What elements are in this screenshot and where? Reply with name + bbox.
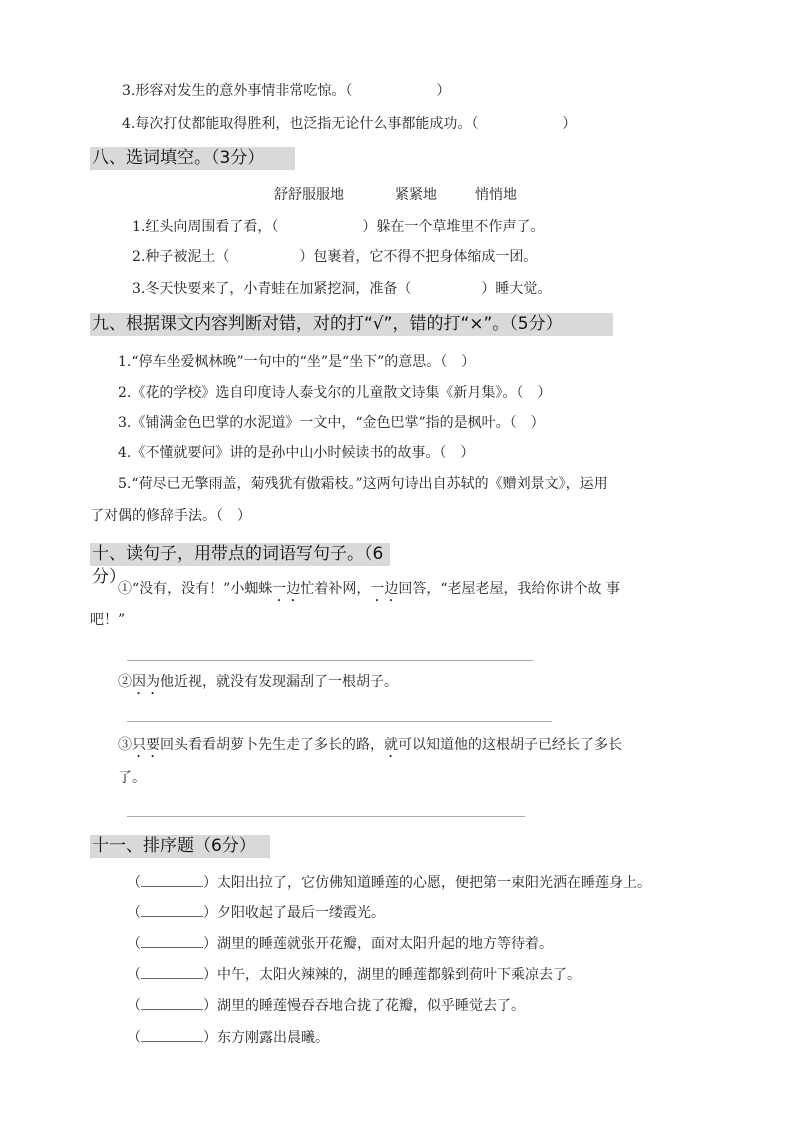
question-7-3: 3.形容对发生的意外事情非常吃惊。（ ）: [122, 83, 451, 99]
dotted-word: 就: [384, 737, 398, 753]
sentence-1-continued: 吧！”: [90, 612, 126, 628]
judge-item: 5.“荷尽已无擎雨盖，菊残犹有傲霜枝。”这两句诗出自苏轼的《赠刘景文》，运用: [118, 476, 608, 492]
order-item-text: 太阳出拉了，它仿佛知道睡莲的心愿，便把第一束阳光洒在睡莲身上。: [217, 875, 651, 891]
open-paren: （: [127, 905, 141, 921]
open-paren: （: [127, 1030, 141, 1046]
close-paren: ）: [203, 1030, 217, 1046]
text: 可以知道他的这根胡子已经长了多长: [398, 737, 622, 753]
word-option: 悄悄地: [475, 187, 517, 203]
judge-item: 2.《花的学校》选自印度诗人泰戈尔的儿童散文诗集《新月集》。（ ）: [118, 385, 552, 401]
dotted-word: 一边: [272, 581, 301, 597]
sentence-3: [118, 735, 622, 761]
fill-item: 2.种子被泥土（ ）包裹着，它不得不把身体缩成一团。: [132, 249, 538, 265]
close-paren: ）: [203, 936, 217, 952]
text: 他近视，就没有发现漏刮了一根胡子。: [160, 674, 398, 690]
text: 回答，“老屋老屋，我给你讲个故 事: [398, 581, 620, 597]
answer-line[interactable]: [127, 660, 533, 661]
order-item: [127, 872, 651, 893]
question-7-4: 4.每次打仗都能取得胜利，也泛指无论什么事都能成功。（ ）: [122, 116, 577, 132]
section-11-heading: 十一、排序题（6分）: [90, 835, 270, 858]
text: ①“没有，没有！”小蜘蛛: [118, 581, 273, 597]
open-paren: （: [127, 875, 141, 891]
text: ③: [118, 737, 132, 753]
close-paren: ）: [203, 967, 217, 983]
fill-item: 3.冬天快要来了，小青蛙在加紧挖洞，准备（ ）睡大觉。: [132, 281, 552, 297]
dotted-word: 因为: [132, 674, 160, 690]
order-item-text: 湖里的睡莲慢吞吞地合拢了花瓣，似乎睡觉去了。: [217, 998, 525, 1014]
fill-item: 1.红头向周围看了看，（ ）躲在一个草堆里不作声了。: [132, 219, 545, 235]
dotted-word: 一边: [370, 581, 399, 597]
order-item: [127, 933, 553, 954]
section-10-heading: 十、读句子，用带点的词语写句子。（6分）: [90, 543, 390, 566]
close-paren: ）: [203, 875, 217, 891]
section-8-heading: 八、选词填空。（3分）: [90, 147, 295, 170]
order-item: [127, 1027, 329, 1048]
answer-line[interactable]: [127, 816, 525, 817]
judge-item: 1.“停车坐爱枫林晚”一句中的“坐”是“坐下”的意思。（ ）: [118, 354, 476, 370]
open-paren: （: [127, 967, 141, 983]
text: ②: [118, 674, 132, 690]
order-blank[interactable]: [141, 964, 203, 979]
order-item-text: 中午，太阳火辣辣的，湖里的睡莲都躲到荷叶下乘凉去了。: [217, 967, 581, 983]
word-option: 舒舒服服地: [274, 187, 344, 203]
judge-item-continued: 了对偶的修辞手法。（ ）: [90, 508, 251, 524]
close-paren: ）: [203, 998, 217, 1014]
judge-item: 3.《铺满金色巴掌的水泥道》一文中，“金色巴掌”指的是枫叶。（ ）: [118, 415, 545, 431]
open-paren: （: [127, 936, 141, 952]
text: 回头看看胡萝卜先生走了多长的路，: [160, 737, 384, 753]
sentence-1: [118, 579, 620, 605]
sentence-2: [118, 672, 398, 698]
order-item: [127, 995, 525, 1016]
judge-item: 4.《不懂就要问》讲的是孙中山小时候读书的故事。（ ）: [118, 445, 475, 461]
text: 忙着补网，: [300, 581, 371, 597]
order-item: [127, 964, 581, 985]
order-item: [127, 902, 385, 923]
order-blank[interactable]: [141, 902, 203, 917]
order-blank[interactable]: [141, 872, 203, 887]
order-blank[interactable]: [141, 995, 203, 1010]
order-blank[interactable]: [141, 933, 203, 948]
order-item-text: 东方刚露出晨曦。: [217, 1030, 329, 1046]
order-blank[interactable]: [141, 1027, 203, 1042]
order-item-text: 夕阳收起了最后一缕霞光。: [217, 905, 385, 921]
dotted-word: 只要: [132, 737, 160, 753]
order-item-text: 湖里的睡莲就张开花瓣，面对太阳升起的地方等待着。: [217, 936, 553, 952]
word-option: 紧紧地: [395, 187, 437, 203]
open-paren: （: [127, 998, 141, 1014]
close-paren: ）: [203, 905, 217, 921]
sentence-3-continued: 了。: [118, 770, 146, 786]
answer-line[interactable]: [127, 721, 552, 722]
section-9-heading: 九、根据课文内容判断对错，对的打“√”，错的打“×”。（5分）: [90, 313, 613, 336]
